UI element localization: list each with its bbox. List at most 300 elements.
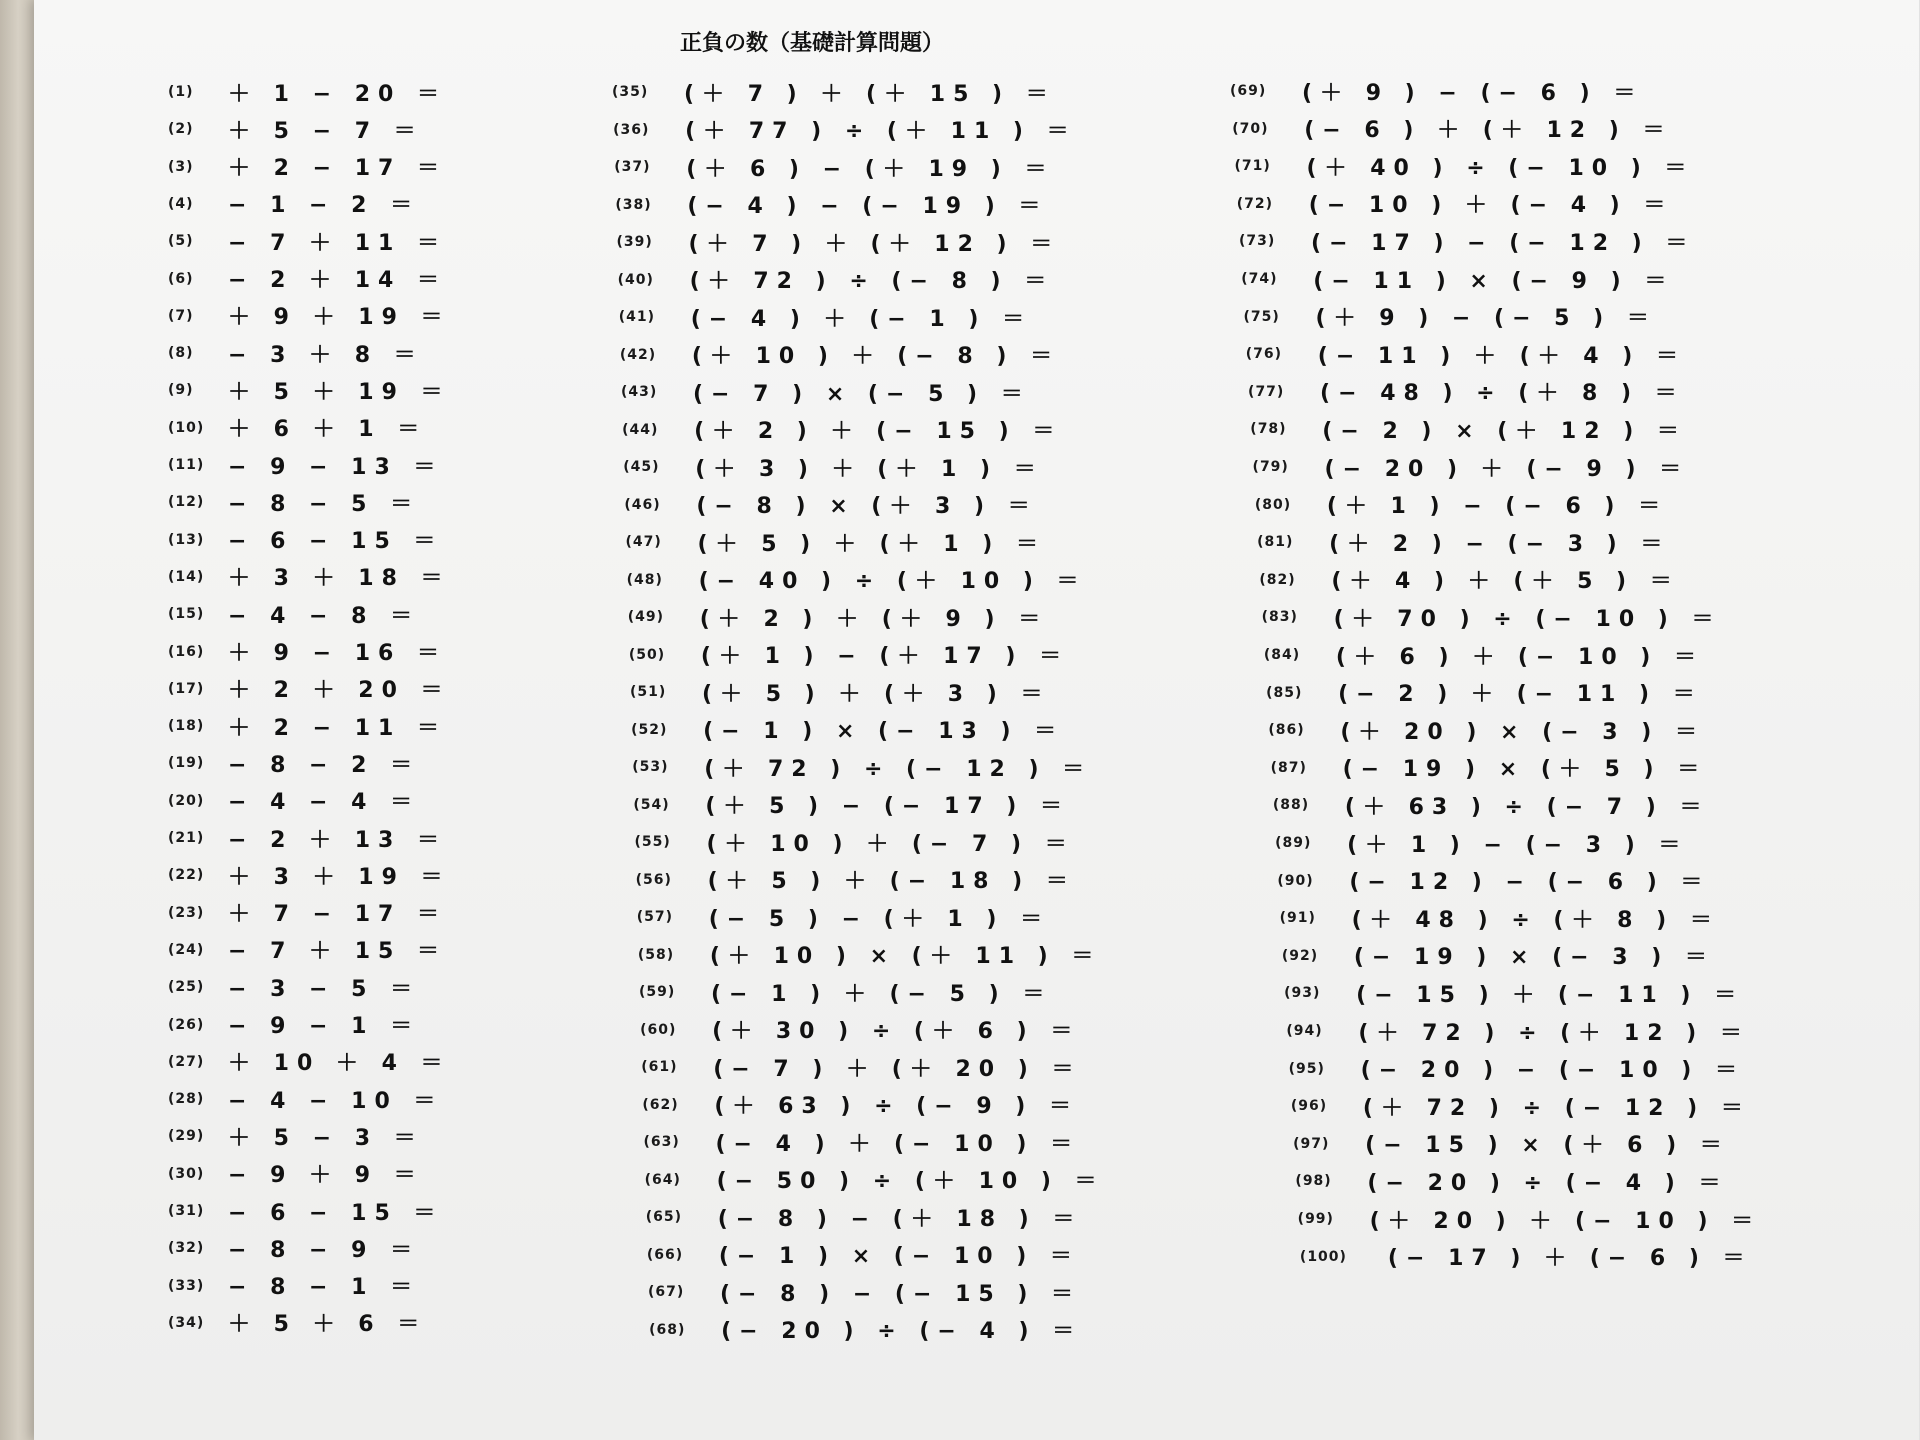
problem-number: (9) [168,382,194,399]
problem-item [620,340,1060,370]
problem-number: (1) [168,84,194,100]
problem-item [168,860,451,890]
problem-expression: (＋ 10 ) ＋ (− 7 ) ＝ [706,831,1075,857]
problem-number: (76) [1245,346,1283,363]
problem-item [615,190,1048,220]
problem-expression: (＋ 72 ) ÷ (− 12 ) ＝ [1362,1095,1751,1121]
problem-number: (2) [168,121,194,138]
problem-expression: − 9 ＋ 9 ＝ [228,1163,424,1189]
problem-expression: (＋ 10 ) × (＋ 11 ) ＝ [709,944,1102,969]
problem-number: (42) [619,346,657,363]
problem-expression: (− 2 ) × (＋ 12 ) ＝ [1322,418,1687,444]
problem-item [168,1196,443,1226]
problem-expression: (＋ 48 ) ÷ (＋ 8 ) ＝ [1351,907,1720,933]
problem-expression: (− 15 ) ＋ (− 11 ) ＝ [1356,982,1745,1008]
problem-number: (87) [1270,759,1307,776]
problem-expression: (＋ 9 ) − (− 6 ) ＝ [1302,80,1644,106]
problem-expression: (＋ 30 ) ÷ (＋ 6 ) ＝ [712,1019,1081,1044]
problem-item [1230,76,1643,106]
problem-expression: ＋ 3 ＋ 18 ＝ [228,566,451,592]
problem-item [1273,790,1710,820]
problem-item [1253,452,1690,482]
problem-item [168,637,447,667]
problem-expression: − 7 ＋ 15 ＝ [228,939,447,965]
problem-expression: − 2 ＋ 14 ＝ [228,268,447,293]
problem-expression: ＋ 5 − 7 ＝ [228,118,424,144]
problem-item [168,823,447,853]
problem-number: (32) [168,1240,205,1257]
problem-expression: − 8 − 5 ＝ [228,491,421,517]
problem-number: (30) [168,1165,205,1182]
problem-expression: (＋ 1 ) − (＋ 17 ) ＝ [700,644,1070,669]
problem-expression: (− 7 ) ＋ (＋ 20 ) ＝ [713,1056,1082,1082]
problem-item [1239,226,1695,256]
problem-expression: (− 10 ) ＋ (− 4 ) ＝ [1308,193,1674,219]
problem-expression: (− 12 ) − (− 6 ) ＝ [1349,870,1711,896]
problem-expression: (＋ 1 ) − (− 3 ) ＝ [1347,832,1689,858]
problem-expression: (＋ 5 ) ＋ (− 18 ) ＝ [707,869,1076,894]
problem-expression: ＋ 5 − 3 ＝ [228,1125,424,1151]
problem-number: (50) [628,646,666,663]
problem-item [618,265,1055,295]
problem-expression: ＋ 5 ＋ 6 ＝ [228,1312,428,1338]
problem-number: (82) [1259,571,1296,588]
problem-number: (63) [643,1134,680,1150]
problem-expression: (＋ 72 ) ÷ (＋ 12 ) ＝ [1358,1020,1750,1046]
problem-item [612,77,1056,107]
problem-number: (18) [168,718,205,735]
problem-number: (69) [1230,83,1267,99]
problem-expression: ＋ 2 − 11 ＝ [228,715,447,741]
problem-number: (95) [1288,1060,1325,1077]
problem-expression: ＋ 2 − 17 ＝ [228,156,447,182]
problem-expression: (＋ 4 ) ＋ (＋ 5 ) ＝ [1331,569,1680,595]
problem-expression: (− 4 ) ＋ (− 1 ) ＝ [690,306,1033,332]
problem-number: (92) [1281,947,1319,964]
problem-item [1282,941,1715,971]
problem-item [640,1015,1080,1045]
problem-number: (39) [616,234,653,250]
problem-number: (52) [631,721,668,738]
problem-item [168,1271,420,1301]
problem-expression: (− 6 ) ＋ (＋ 12 ) ＝ [1304,118,1673,144]
problem-number: (36) [613,121,650,138]
problem-number: (65) [645,1209,683,1225]
problem-item [628,602,1048,632]
problem-item [168,301,451,331]
problem-expression: (＋ 5 ) ＋ (＋ 1 ) ＝ [697,531,1046,557]
problem-number: (90) [1277,872,1314,889]
problem-expression: ＋ 9 − 16 ＝ [228,641,447,666]
problem-item [621,377,1031,407]
problem-item [168,1047,451,1077]
problem-item [168,375,451,405]
problem-item [613,115,1077,145]
problem-number: (77) [1248,383,1285,400]
problem-expression: − 6 − 15 ＝ [228,529,444,555]
problem-item [1300,1242,1753,1272]
problem-number: (25) [168,979,205,996]
problem-number: (27) [168,1053,205,1070]
problem-expression: (− 1 ) ＋ (− 5 ) ＝ [711,981,1053,1007]
problem-item [1291,1091,1751,1121]
problem-item [649,1315,1082,1345]
problem-expression: (＋ 5 ) − (− 17 ) ＝ [705,794,1070,819]
problem-number: (96) [1290,1098,1328,1115]
problem-number: (51) [630,684,667,700]
problem-item [1277,866,1710,896]
problem-number: (73) [1239,233,1276,250]
problem-number: (62) [642,1096,679,1113]
problem-expression: (＋ 63 ) ÷ (− 7 ) ＝ [1344,794,1710,820]
problem-item [648,1277,1081,1307]
problem-item [168,1159,424,1189]
problem-number: (22) [168,867,205,884]
problem-number: (40) [617,271,654,288]
problem-item [1246,339,1686,369]
problem-number: (68) [649,1321,686,1338]
problem-item [168,525,443,555]
problem-expression: (＋ 20 ) ＋ (− 10 ) ＝ [1369,1208,1762,1234]
problem-item [642,1090,1079,1120]
problem-expression: − 3 − 5 ＝ [228,976,421,1002]
problem-number: (5) [168,233,194,250]
problem-expression: (＋ 72 ) ÷ (− 12 ) ＝ [704,756,1093,782]
problem-expression: − 1 − 2 ＝ [228,193,421,219]
problem-expression: (＋ 6 ) ＋ (− 10 ) ＝ [1335,644,1705,670]
problem-number: (53) [632,759,669,775]
problem-number: (70) [1232,120,1269,137]
problem-item [646,1202,1083,1232]
problem-expression: − 9 − 13 ＝ [228,454,444,480]
problem-expression: − 8 − 9 ＝ [228,1237,421,1263]
problem-item [168,1084,443,1114]
problem-expression: (＋ 6 ) − (＋ 19 ) ＝ [686,156,1055,182]
problem-expression: − 8 − 1 ＝ [228,1275,421,1301]
problem-expression: (＋ 7 ) ＋ (＋ 12 ) ＝ [688,231,1061,257]
problem-number: (24) [168,941,205,958]
problem-number: (75) [1243,308,1280,325]
problem-item [629,640,1069,670]
problem-number: (83) [1261,609,1298,626]
problem-number: (54) [633,796,670,813]
problem-number: (46) [624,496,661,513]
problem-item [168,786,420,816]
problem-number: (19) [168,755,205,772]
problem-number: (6) [168,270,194,287]
problem-number: (48) [626,571,663,588]
problem-item [1262,602,1722,632]
problem-expression: (− 19 ) × (− 3 ) ＝ [1353,945,1715,971]
problem-item [1255,490,1668,520]
problem-expression: − 6 − 15 ＝ [228,1200,444,1226]
problem-item [623,452,1043,482]
problem-item [168,114,424,144]
problem-number: (34) [168,1314,205,1331]
problem-number: (7) [168,307,194,324]
problem-item [168,264,447,294]
problem-expression: (＋ 72 ) ÷ (− 8 ) ＝ [689,269,1055,294]
problem-item [168,413,427,443]
problem-expression: − 4 − 10 ＝ [228,1088,444,1114]
problem-expression: (＋ 70 ) ÷ (− 10 ) ＝ [1333,606,1722,632]
problem-item [1250,414,1687,444]
problem-number: (56) [635,871,672,888]
problem-number: (88) [1272,797,1310,814]
problem-number: (99) [1297,1211,1334,1227]
problem-number: (67) [648,1284,685,1300]
problem-item [1293,1129,1730,1159]
problem-item [1257,527,1670,557]
problem-number: (37) [614,159,651,175]
problem-item [1241,264,1674,294]
problem-expression: (＋ 77 ) ÷ (＋ 11 ) ＝ [685,119,1077,144]
problem-expression: (− 19 ) × (＋ 5 ) ＝ [1342,757,1708,783]
problem-item [168,189,420,219]
problem-item [1266,678,1703,708]
problem-item [168,1308,427,1338]
problem-expression: − 2 ＋ 13 ＝ [228,827,447,853]
problem-number: (74) [1241,271,1278,287]
problem-item [168,599,420,629]
problem-item [168,152,447,182]
problem-number: (35) [612,84,649,100]
problem-expression: (− 20 ) ＋ (− 9 ) ＝ [1324,456,1690,482]
problem-number: (86) [1268,722,1305,739]
problem-expression: (− 17 ) − (− 12 ) ＝ [1311,230,1696,256]
problem-expression: − 9 − 1 ＝ [228,1014,421,1039]
problem-item [622,415,1062,445]
problem-item [1271,753,1708,783]
problem-item [638,940,1102,970]
problem-item [1268,715,1705,745]
problem-number: (61) [641,1059,678,1075]
problem-expression: ＋ 7 − 17 ＝ [228,902,447,928]
problem-expression: (− 20 ) ÷ (− 4 ) ＝ [1367,1170,1729,1196]
problem-expression: ＋ 6 ＋ 1 ＝ [228,417,428,443]
problem-item [168,226,447,256]
problem-expression: (− 1 ) × (− 10 ) ＝ [718,1244,1080,1269]
problem-item [168,748,420,778]
problem-expression: (− 48 ) ÷ (＋ 8 ) ＝ [1320,381,1685,407]
problem-item [168,711,447,741]
problem-number: (23) [168,904,205,921]
problem-expression: (− 20 ) − (− 10 ) ＝ [1360,1058,1746,1084]
problem-item [645,1165,1105,1195]
problem-expression: (− 4 ) − (− 19 ) ＝ [687,194,1049,219]
problem-expression: (− 40 ) ÷ (＋ 10 ) ＝ [698,569,1087,594]
problem-expression: (＋ 9 ) − (− 5 ) ＝ [1315,306,1657,332]
problem-number: (98) [1295,1173,1332,1190]
problem-expression: (− 8 ) − (＋ 18 ) ＝ [717,1206,1083,1232]
problem-number: (21) [168,830,205,846]
problem-number: (47) [625,534,662,550]
problem-item [168,935,447,965]
problem-number: (57) [636,909,674,925]
problem-number: (29) [168,1128,205,1145]
problem-item [644,1127,1081,1157]
problem-expression: ＋ 5 ＋ 19 ＝ [228,379,451,405]
problem-item [619,302,1032,332]
problem-number: (91) [1279,910,1316,927]
problem-item [1286,1016,1750,1046]
problem-item [168,1010,420,1040]
problem-item [1244,302,1657,332]
problem-item [626,527,1046,557]
problem-expression: (＋ 20 ) × (− 3 ) ＝ [1340,719,1705,745]
problem-expression: (＋ 3 ) ＋ (＋ 1 ) ＝ [695,456,1044,482]
problem-expression: (− 1 ) × (− 13 ) ＝ [703,719,1065,744]
problem-expression: − 8 − 2 ＝ [228,752,421,778]
problem-item [635,827,1075,857]
problem-expression: (＋ 63 ) ÷ (− 9 ) ＝ [714,1094,1079,1119]
problem-number: (58) [637,946,675,963]
problem-number: (14) [168,568,205,585]
problem-number: (100) [1299,1248,1347,1265]
problem-expression: (− 11 ) × (− 9 ) ＝ [1313,268,1675,294]
problem-number: (79) [1252,459,1289,475]
problem-number: (60) [640,1021,677,1038]
problem-item [614,152,1054,182]
problem-number: (16) [168,643,205,660]
problem-number: (64) [644,1171,681,1188]
problem-number: (78) [1250,421,1287,438]
problem-expression: ＋ 2 ＋ 20 ＝ [228,678,451,704]
problem-expression: (＋ 40 ) ÷ (− 10 ) ＝ [1306,155,1695,181]
problem-expression: (− 7 ) × (− 5 ) ＝ [693,381,1031,407]
problem-item [636,865,1076,895]
problem-expression: (＋ 5 ) ＋ (＋ 3 ) ＝ [702,681,1051,707]
problem-item [168,1233,420,1263]
problem-number: (84) [1263,647,1301,663]
problem-item [168,898,447,928]
problem-number: (17) [168,680,205,697]
problem-number: (15) [168,606,205,623]
problem-number: (8) [168,345,194,362]
problem-number: (3) [168,158,194,175]
problem-expression: (− 15 ) × (＋ 6 ) ＝ [1365,1133,1730,1159]
problem-number: (49) [627,609,665,625]
problem-item [641,1052,1081,1082]
problem-number: (93) [1284,985,1321,1002]
problem-item [637,902,1050,932]
problem-number: (97) [1293,1135,1330,1152]
problem-number: (41) [618,309,656,325]
problem-item [1295,1166,1728,1196]
problem-number: (31) [168,1203,205,1219]
problem-expression: (− 2 ) ＋ (− 11 ) ＝ [1338,682,1703,708]
problem-number: (72) [1236,195,1274,212]
problem-item [627,565,1087,595]
problem-expression: (− 20 ) ÷ (− 4 ) ＝ [721,1319,1083,1344]
problem-expression: (− 8 ) − (− 15 ) ＝ [720,1281,1082,1307]
problem-item [168,487,420,517]
problem-number: (43) [621,384,658,400]
problem-item [168,674,451,704]
problem-number: (55) [634,834,671,850]
problem-expression: (＋ 10 ) ＋ (− 8 ) ＝ [691,344,1061,369]
problem-number: (45) [623,459,660,475]
problem-number: (38) [615,196,652,213]
problem-item [168,1121,424,1151]
problem-item [1275,828,1688,858]
problem-item [624,490,1037,520]
problem-number: (33) [168,1277,205,1294]
problem-item [639,977,1052,1007]
problem-number: (89) [1275,835,1312,851]
problem-expression: (− 11 ) ＋ (＋ 4 ) ＝ [1317,343,1686,369]
problem-expression: (＋ 2 ) ＋ (− 15 ) ＝ [694,419,1063,444]
problem-expression: (＋ 7 ) ＋ (＋ 15 ) ＝ [684,81,1056,107]
problem-expression: − 4 − 8 ＝ [228,603,421,629]
problem-expression: (＋ 2 ) − (− 3 ) ＝ [1329,531,1671,557]
problem-item [168,77,447,107]
problem-expression: ＋ 3 ＋ 19 ＝ [228,864,451,890]
problem-item [1248,377,1685,407]
problem-number: (59) [639,984,676,1000]
problem-item [631,715,1064,745]
problem-item [630,677,1050,707]
problem-expression: ＋ 9 ＋ 19 ＝ [228,305,451,331]
problem-expression: (− 17 ) ＋ (− 6 ) ＝ [1387,1246,1753,1272]
problem-number: (66) [646,1246,684,1263]
problem-item [1280,903,1720,933]
problem-expression: (＋ 2 ) ＋ (＋ 9 ) ＝ [699,606,1049,632]
problem-number: (12) [168,494,205,511]
problem-item [633,790,1070,820]
problem-item [1232,114,1672,144]
problem-number: (44) [622,421,659,438]
problem-number: (20) [168,792,205,809]
problem-item [1264,640,1704,670]
problem-number: (28) [168,1091,205,1108]
problem-expression: (− 8 ) × (＋ 3 ) ＝ [696,494,1038,519]
worksheet-page [34,0,1920,1440]
problem-number: (80) [1254,496,1292,513]
problem-item [168,338,424,368]
problem-expression: − 3 ＋ 8 ＝ [228,342,424,368]
problem-item [647,1240,1080,1270]
problem-expression: ＋ 1 − 20 ＝ [228,81,447,107]
problem-expression: (− 4 ) ＋ (− 10 ) ＝ [715,1131,1081,1157]
problem-number: (94) [1286,1023,1323,1039]
problem-number: (10) [168,419,205,436]
problem-item [1259,565,1679,595]
problem-item [168,562,451,592]
problem-item [1237,189,1674,219]
problem-number: (26) [168,1016,205,1033]
problem-expression: − 7 ＋ 11 ＝ [228,230,447,256]
problem-item [1284,978,1744,1008]
problem-expression: (− 5 ) − (＋ 1 ) ＝ [708,906,1051,932]
problem-expression: − 4 − 4 ＝ [228,790,421,816]
problem-item [1235,151,1695,181]
problem-number: (11) [168,457,205,473]
problem-number: (81) [1257,534,1294,551]
problem-number: (4) [168,195,194,212]
problem-item [168,450,443,480]
worksheet-title: 正負の数（基礎計算問題） [679,31,944,56]
problem-item [1289,1054,1745,1084]
problem-number: (13) [168,531,205,548]
problem-expression: ＋ 10 ＋ 4 ＝ [228,1051,451,1077]
problem-item [632,752,1092,782]
problem-expression: (− 50 ) ÷ (＋ 10 ) ＝ [716,1169,1105,1194]
problem-item [168,972,420,1002]
problem-item [1298,1204,1762,1234]
problem-item [617,227,1061,257]
problem-expression: (＋ 1 ) − (− 6 ) ＝ [1326,494,1669,520]
